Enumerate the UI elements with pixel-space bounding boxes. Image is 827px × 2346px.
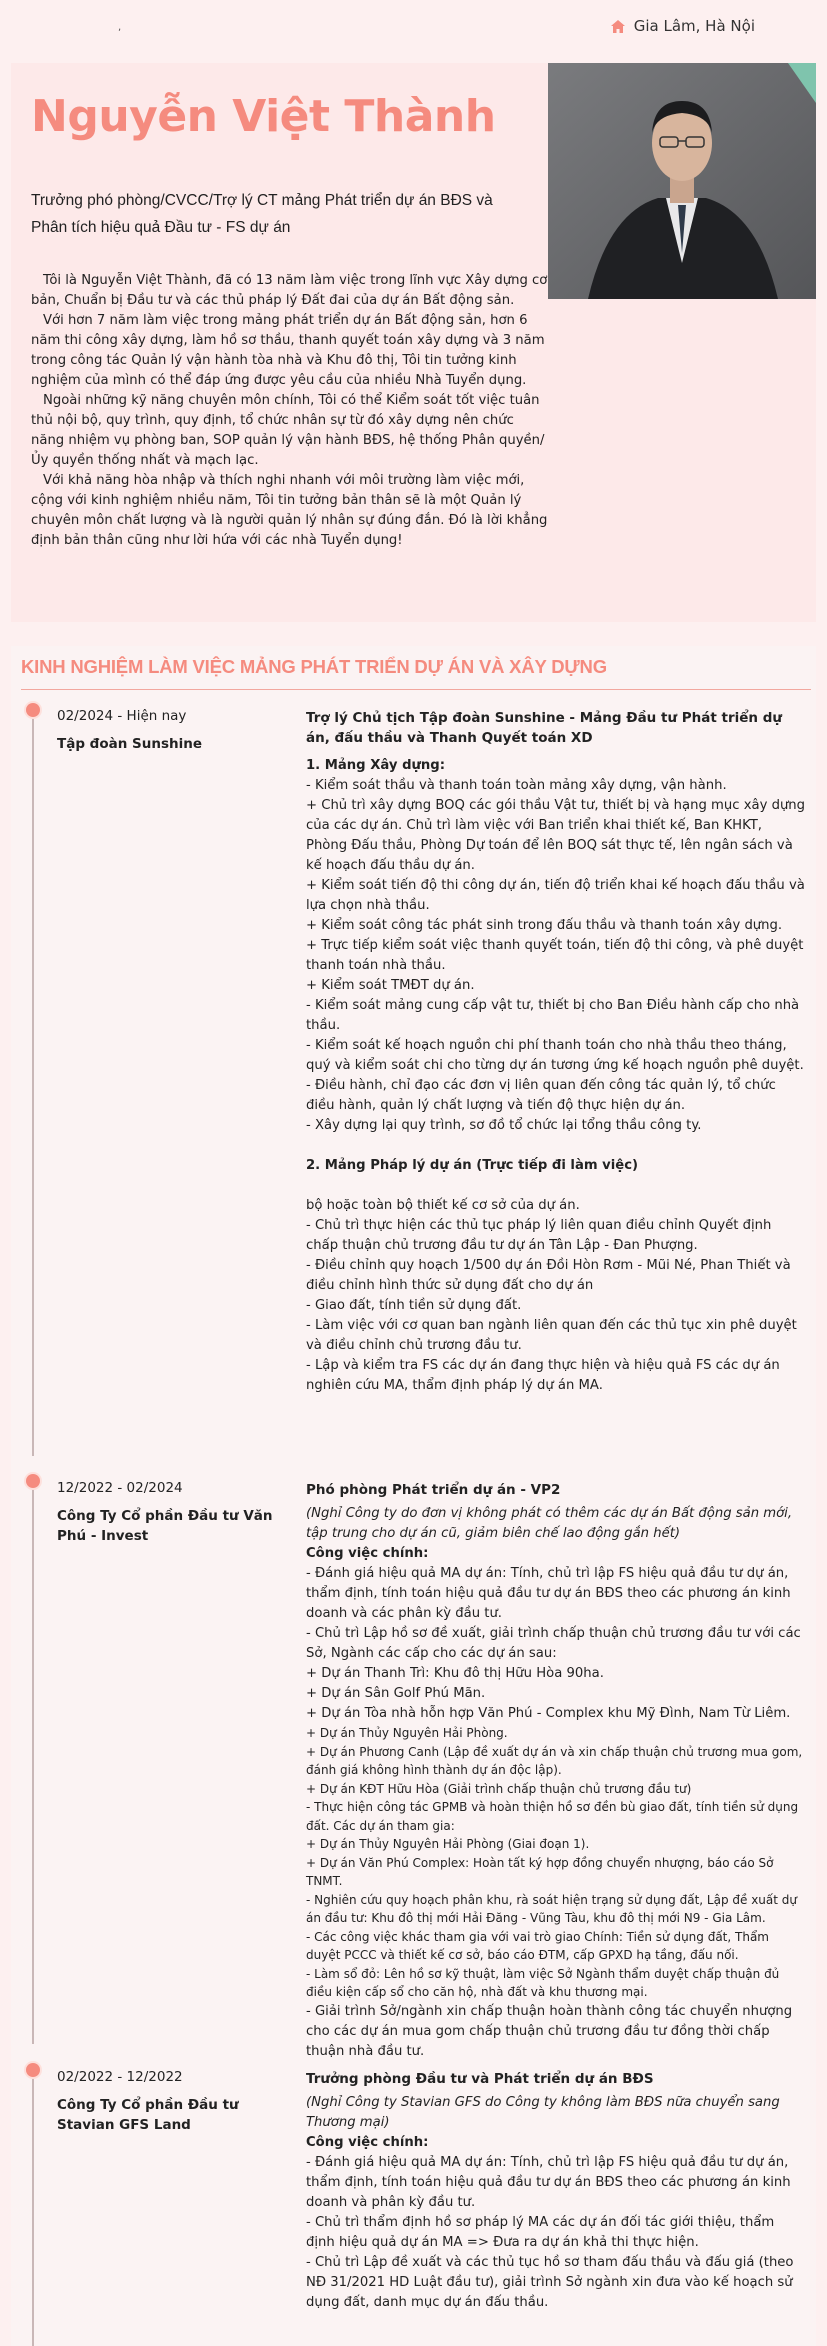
duty-line: - Thực hiện công tác GPMB và hoàn thiện hồ sơ đền bù giao đất, tính tiền sử dụng đất. Các dự án tham gia: <box>306 1800 799 1833</box>
duty-line: - Chủ trì Lập đề xuất và các thủ tục hồ sơ tham đấu thầu và đấu giá (theo NĐ 31/2021 HD Luật đầu tư), giải trình Sở ngành xin đưa vào kế hoạch sử dụng đất, danh mục dự án đấu thầu. <box>306 2255 794 2310</box>
duty-line: - Xây dựng lại quy trình, sơ đồ tổ chức lại tổng thầu công ty. <box>306 1118 702 1133</box>
job-duties <box>306 756 806 1396</box>
duty-line: + Kiểm soát tiến độ thi công dự án, tiến độ triển khai kế hoạch đấu thầu và lựa chọn nhà thầu. <box>306 878 805 913</box>
duty-line: - Giao đất, tính tiền sử dụng đất. <box>306 1298 522 1313</box>
duty-line: - Kiểm soát kế hoạch nguồn chi phí thanh toán cho nhà thầu theo tháng, quý và kiểm soát chi cho từng dự án tương ứng kế hoạch nguồn phê duyệt. <box>306 1038 804 1073</box>
job-duties <box>306 2093 806 2313</box>
timeline-line <box>32 1486 34 2044</box>
timeline-dot <box>26 2063 40 2077</box>
duty-line: + Dự án KĐT Hữu Hòa (Giải trình chấp thuận chủ trương đầu tư) <box>306 1781 692 1796</box>
job-company: Công Ty Cổ phần Đầu tư Văn Phú - Invest <box>57 1508 273 1544</box>
job-content <box>306 708 806 1396</box>
duty-line: - Đánh giá hiệu quả MA dự án: Tính, chủ trì lập FS hiệu quả đầu tư dự án, thẩm định, tính toán hiệu quả đầu tư dự án BĐS theo các phương án kinh doanh và các phân kỳ đầu tư. <box>306 1566 791 1621</box>
duty-line: - Làm sổ đỏ: Lên hồ sơ kỹ thuật, làm việc Sở Ngành thẩm duyệt chấp thuận đủ điều kiện cấp sổ cho căn hộ, nhà đất và khu thương mại. <box>306 1966 780 1999</box>
about-text <box>31 271 549 551</box>
duty-heading: Công việc chính: <box>306 1546 429 1561</box>
job-content <box>306 2069 806 2313</box>
timeline-line <box>32 716 34 1456</box>
job-period: 02/2024 - Hiện nay <box>57 708 187 724</box>
duty-heading: Công việc chính: <box>306 2135 429 2150</box>
profile-section <box>11 63 816 622</box>
job-role: Trưởng phòng Đầu tư và Phát triển dự án BĐS <box>306 2071 654 2087</box>
location-text: Gia Lâm, Hà Nội <box>633 17 755 35</box>
duty-line: bộ hoặc toàn bộ thiết kế cơ sở của dự án. <box>306 1198 580 1213</box>
job-role: Phó phòng Phát triển dự án - VP2 <box>306 1482 561 1498</box>
job-note: (Nghỉ Công ty Stavian GFS do Công ty không làm BĐS nữa chuyển sang Thương mại) <box>306 2095 780 2130</box>
duty-line: - Chủ trì thẩm định hồ sơ pháp lý MA các dự án đối tác giới thiệu, thẩm định hiệu quả dự án MA => Đưa ra dự án khả thi thực hiện. <box>306 2215 775 2250</box>
duty-line: + Kiểm soát TMĐT dự án. <box>306 978 475 993</box>
duty-line: + Trực tiếp kiểm soát việc thanh quyết toán, tiến độ thi công, và phê duyệt thanh toán nhà thầu. <box>306 938 804 973</box>
job-period: 02/2022 - 12/2022 <box>57 2069 183 2085</box>
location <box>610 17 755 35</box>
timeline-dot <box>26 703 40 717</box>
heading-divider <box>21 689 811 690</box>
timeline-dot <box>26 1474 40 1488</box>
duty-heading: 1. Mảng Xây dựng: <box>306 758 445 773</box>
about-paragraph: Với hơn 7 năm làm việc trong mảng phát triển dự án Bất động sản, hơn 6 năm thi công xây dựng, làm hồ sơ thầu, thanh quyết toán xây dựng và 3 năm trong công tác Quản lý vận hành tòa nhà và Khu đô thị, Tôi tin tưởng kinh nghiệm của mình có thể đáp ứng được yêu cầu của nhiều Nhà Tuyển dụng. <box>31 313 545 388</box>
about-paragraph: Với khả năng hòa nhập và thích nghi nhanh với môi trường làm việc mới, cộng với kinh nghiệm nhiều năm, Tôi tin tưởng bản thân sẽ là một Quản lý chuyên môn chất lượng và là người quản lý nhân sự đúng đắn. Đó là lời khẳng định bản thân cũng như lời hứa với các nhà Tuyển dụng! <box>31 473 548 548</box>
timeline-line <box>32 2076 34 2346</box>
duty-line: - Chủ trì thực hiện các thủ tục pháp lý liên quan điều chỉnh Quyết định chấp thuận chủ trương đầu tư dự án Tân Lập - Đan Phượng. <box>306 1218 772 1253</box>
duty-line: + Dự án Phương Canh (Lập đề xuất dự án và xin chấp thuận chủ trương mua gom, đánh giá không hình thành dự án độc lập). <box>306 1744 803 1777</box>
top-bar-mark: , <box>118 22 122 33</box>
job-duties <box>306 1504 806 2062</box>
top-bar <box>0 0 827 52</box>
candidate-name: Nguyễn Việt Thành <box>31 91 496 142</box>
duty-line: + Dự án Thanh Trì: Khu đô thị Hữu Hòa 90ha. <box>306 1666 604 1681</box>
duty-line: - Các công việc khác tham gia với vai trò giao Chính: Tiền sử dụng đất, Thẩm duyệt PCCC và thiết kế cơ sở, báo cáo ĐTM, cấp GPXD hạ tầng, đấu nối. <box>306 1929 769 1962</box>
duty-line: - Giải trình Sở/ngành xin chấp thuận hoàn thành công tác chuyển nhượng cho các dự án mua gom chấp thuận chủ trương đầu tư đồng thời chấp thuận nhà đầu tư. <box>306 2003 793 2059</box>
duty-line: - Nghiên cứu quy hoạch phân khu, rà soát hiện trạng sử dụng đất, Lập đề xuất dự án đầu tư: Khu đô thị mới Hải Đăng - Vũng Tàu, khu đô thị mới N9 - Gia Lâm. <box>306 1892 798 1925</box>
portrait-image <box>548 63 816 299</box>
duty-line: + Dự án Sân Golf Phú Mãn. <box>306 1686 486 1701</box>
duty-line: + Kiểm soát công tác phát sinh trong đấu thầu và thanh toán xây dựng. <box>306 918 783 933</box>
duty-line: - Lập và kiểm tra FS các dự án đang thực hiện và hiệu quả FS các dự án nghiên cứu MA, thẩm định pháp lý dự án MA. <box>306 1358 780 1393</box>
spacer <box>306 1136 806 1156</box>
duty-line: + Chủ trì xây dựng BOQ các gói thầu Vật tư, thiết bị và hạng mục xây dựng của các dự án. Chủ trì làm việc với Ban triển khai thiết kế, Ban KHKT, Phòng Đấu thầu, Phòng Dự toán để lên BOQ sát thực tế, lên ngân sách và kế hoạch đấu thầu dự án. <box>306 798 806 873</box>
duty-line: + Dự án Tòa nhà hỗn hợp Văn Phú - Complex khu Mỹ Đình, Nam Từ Liêm. <box>306 1706 791 1721</box>
about-paragraph: Tôi là Nguyễn Việt Thành, đã có 13 năm làm việc trong lĩnh vực Xây dựng cơ bản, Chuẩn bị Đầu tư và các thủ pháp lý Đất đai của dự án Bất động sản. <box>31 273 548 308</box>
duty-line: - Điều chỉnh quy hoạch 1/500 dự án Đồi Hòn Rơm - Mũi Né, Phan Thiết và điều chỉnh hình thức sử dụng đất cho dự án <box>306 1258 791 1293</box>
profile-photo <box>548 63 816 299</box>
duty-line: + Dự án Văn Phú Complex: Hoàn tất ký hợp đồng chuyển nhượng, báo cáo Sở TNMT. <box>306 1855 774 1888</box>
job-content <box>306 1480 806 2062</box>
home-icon <box>610 19 626 34</box>
job-role: Trợ lý Chủ tịch Tập đoàn Sunshine - Mảng Đầu tư Phát triển dự án, đấu thầu và Thanh Quyết toán XD <box>306 710 783 746</box>
duty-line: + Dự án Thủy Nguyên Hải Phòng (Giai đoạn 1). <box>306 1837 590 1851</box>
duty-line: + Dự án Thủy Nguyên Hải Phòng. <box>306 1726 508 1740</box>
about-paragraph: Ngoài những kỹ năng chuyên môn chính, Tôi có thể Kiểm soát tốt việc tuân thủ nội bộ, quy trình, quy định, tổ chức nhân sự từ đó xây dựng nên chức năng nhiệm vụ phòng ban, SOP quản lý vận hành BĐS, hệ thống Phân quyền/Ủy quyền thống nhất và mạch lạc. <box>31 393 545 468</box>
duty-line: - Kiểm soát mảng cung cấp vật tư, thiết bị cho Ban Điều hành cấp cho nhà thầu. <box>306 998 800 1033</box>
duty-line: - Làm việc với cơ quan ban ngành liên quan đến các thủ tục xin phê duyệt và điều chỉnh chủ trương đầu tư. <box>306 1318 797 1353</box>
job-period: 12/2022 - 02/2024 <box>57 1480 183 1496</box>
experience-section <box>11 646 816 2346</box>
duty-heading: 2. Mảng Pháp lý dự án (Trực tiếp đi làm việc) <box>306 1158 639 1173</box>
candidate-title: Trưởng phó phòng/CVCC/Trợ lý CT mảng Phát triển dự án BĐS và Phân tích hiệu quả Đầu tư - FS dự án <box>31 192 493 236</box>
duty-line: - Điều hành, chỉ đạo các đơn vị liên quan đến công tác quản lý, tổ chức điều hành, quản lý chất lượng và tiến độ thực hiện dự án. <box>306 1078 776 1113</box>
duty-line: - Chủ trì Lập hồ sơ đề xuất, giải trình chấp thuận chủ trương đầu tư với các Sở, Ngành các cấp cho các dự án sau: <box>306 1626 801 1661</box>
job-company: Tập đoàn Sunshine <box>57 736 203 752</box>
duty-line: - Đánh giá hiệu quả MA dự án: Tính, chủ trì lập FS hiệu quả đầu tư dự án, thẩm định, tính toán hiệu quả đầu tư dự án BĐS theo các phương án kinh doanh và phân kỳ đầu tư. <box>306 2155 791 2210</box>
experience-heading: KINH NGHIỆM LÀM VIỆC MẢNG PHÁT TRIỂN DỰ ÁN VÀ XÂY DỰNG <box>21 656 607 677</box>
job-company: Công Ty Cổ phần Đầu tư Stavian GFS Land <box>57 2097 239 2133</box>
spacer <box>306 1176 806 1196</box>
job-note: (Nghỉ Công ty do đơn vị không phát có thêm các dự án Bất động sản mới, tập trung cho dự án cũ, giảm biên chế lao động gắn hết) <box>306 1506 793 1541</box>
duty-line: - Kiểm soát thầu và thanh toán toàn mảng xây dựng, vận hành. <box>306 778 727 793</box>
